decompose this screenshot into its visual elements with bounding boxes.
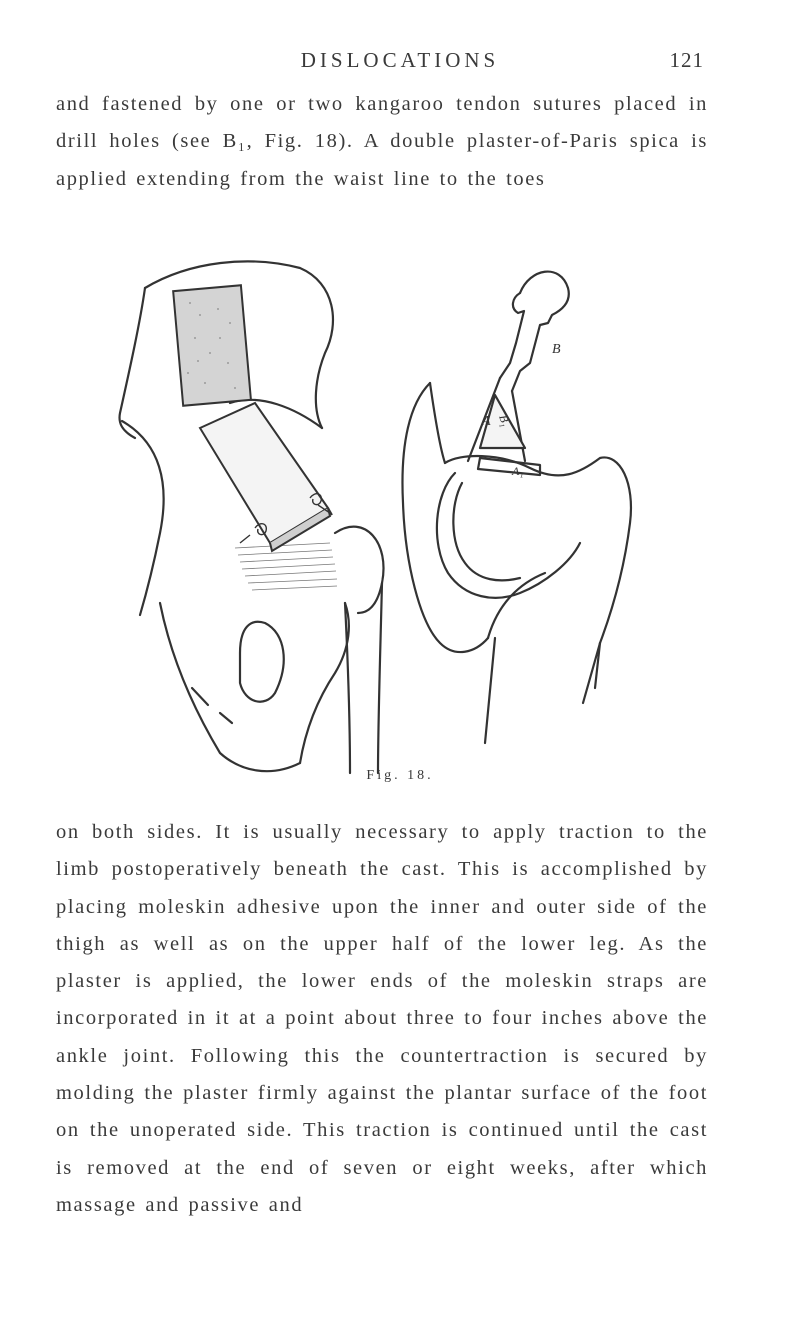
page-number: 121 <box>669 48 704 72</box>
paragraph-bottom: on both sides. It is usually necessary to apply traction to the limb postoperatively beneath the cast. This is accomplished by placing moleskin adhesive upon the inner and outer side of the thigh as well as on the upper half of the lower leg. As the plaster is applied, the lower ends of the moleskin straps are incorporated in it at a point about three to four inches above the ankle joint. Following this the countertraction is secured by molding the plaster firmly against the plantar surface of the foot on the unoperated side. This traction is continued until the cast is removed at the end of seven or eight weeks, after which massage and passive and <box>56 821 708 1216</box>
pubis-outline <box>160 603 300 771</box>
ischium-outline <box>300 603 349 763</box>
ilium-left-lower <box>122 421 164 615</box>
pubic-tick-a <box>192 688 208 705</box>
page-header <box>0 48 800 78</box>
bone-graft-block <box>173 285 251 405</box>
right-femur-diagram <box>402 272 630 743</box>
label-B1: B₁ <box>496 413 513 429</box>
figure-caption: Fig. 18. <box>366 768 434 783</box>
label-A1: A₁ <box>512 464 524 478</box>
paragraph-top: and fastened by one or two kangaroo tendon sutures placed in drill holes (see B₁, Fig. 18). A double plaster-of-Paris spica is applied extending from the waist line to the toes <box>56 93 708 190</box>
hip-joint-drawing <box>100 243 660 783</box>
obturator-foramen <box>240 622 284 702</box>
figure-18-illustration <box>100 243 660 783</box>
capsule-fibers <box>235 543 337 590</box>
label-A: A <box>482 414 491 429</box>
femur-head-left <box>335 527 384 613</box>
femur-shaft-right <box>378 583 382 773</box>
running-title: DISLOCATIONS <box>300 48 500 72</box>
ilium-inner-edge <box>120 288 145 438</box>
label-B: B <box>552 342 561 357</box>
pubic-tick-b <box>220 713 232 723</box>
